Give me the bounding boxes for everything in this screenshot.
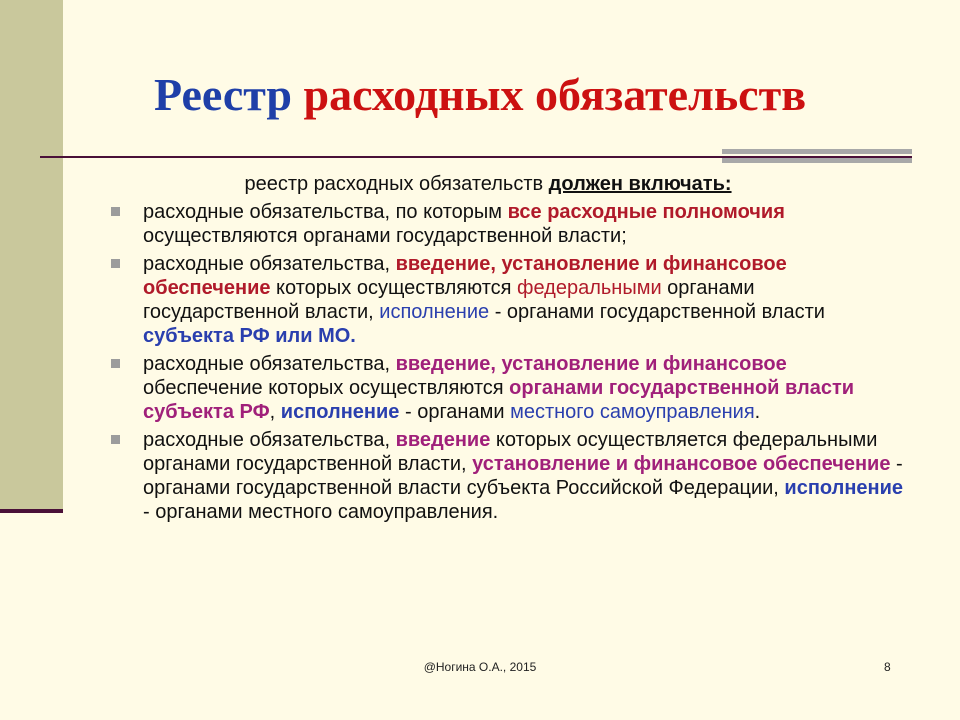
bullet-text-segment: - органами государственной власти	[489, 301, 825, 323]
square-bullet-icon	[111, 259, 120, 268]
bullet-text-segment: установление и финансовое обеспечение	[472, 453, 891, 475]
slide-title	[80, 68, 880, 121]
bullet-text-segment: органами государственной власти,	[143, 277, 755, 323]
bullet-text-segment: исполнение	[379, 301, 490, 323]
bullet-text-segment: введение, установление и финансовое	[395, 353, 787, 375]
bullet-text-segment: осуществляются органами государственной власти;	[143, 225, 627, 247]
slide-content	[108, 172, 908, 528]
bullet-text-segment: местного самоуправления	[510, 401, 755, 423]
bullet-text-segment: .	[754, 401, 761, 423]
square-bullet-icon	[111, 359, 120, 368]
title-rule-accent	[722, 149, 912, 163]
bullet-item	[108, 252, 908, 348]
intro-emphasis: должен включать:	[548, 173, 732, 195]
bullet-text-segment: все расходные полномочия	[507, 201, 785, 223]
bullet-text-segment: введение	[395, 429, 491, 451]
title-part-blue: Реестр	[153, 69, 292, 120]
side-decoration-rule	[0, 509, 63, 513]
footer-author: @Ногина О.А., 2015	[423, 660, 537, 674]
bullet-text-segment: которых осуществляются	[270, 277, 518, 299]
bullet-list	[108, 200, 908, 524]
side-decoration-bar	[0, 0, 63, 512]
bullet-text-segment: органами государственной власти субъекта РФ	[143, 377, 855, 423]
page-number: 8	[884, 660, 891, 674]
bullet-text-segment: обеспечение которых осуществляются	[143, 377, 510, 399]
bullet-text-segment: введение, установление и финансовое обеспечение	[143, 253, 787, 299]
intro-text: реестр расходных обязательств	[244, 173, 549, 195]
bullet-item	[108, 200, 908, 248]
bullet-item	[108, 352, 908, 424]
bullet-text-segment: - органами государственной власти субъекта Российской Федерации,	[143, 453, 903, 499]
bullet-text-segment: которых осуществляется федеральными органами государственной власти,	[143, 429, 878, 475]
bullet-item	[108, 428, 908, 524]
bullet-text-segment: исполнение	[784, 477, 904, 499]
bullet-text-segment: субъекта РФ или МО.	[143, 325, 356, 347]
bullet-text-segment: расходные обязательства,	[143, 429, 396, 451]
bullet-text-segment: федеральными	[517, 277, 662, 299]
bullet-text-segment: расходные обязательства,	[143, 253, 396, 275]
bullet-text-segment: расходные обязательства,	[143, 353, 396, 375]
square-bullet-icon	[111, 207, 120, 216]
title-part-red: расходных обязательств	[303, 69, 807, 120]
bullet-text-segment: - органами местного самоуправления.	[143, 501, 499, 523]
bullet-text-segment: - органами	[399, 401, 511, 423]
bullet-text-segment: ,	[269, 401, 281, 423]
square-bullet-icon	[111, 435, 120, 444]
bullet-text-segment: исполнение	[280, 401, 400, 423]
intro-line	[108, 172, 908, 196]
bullet-text-segment: расходные обязательства, по которым	[143, 201, 508, 223]
